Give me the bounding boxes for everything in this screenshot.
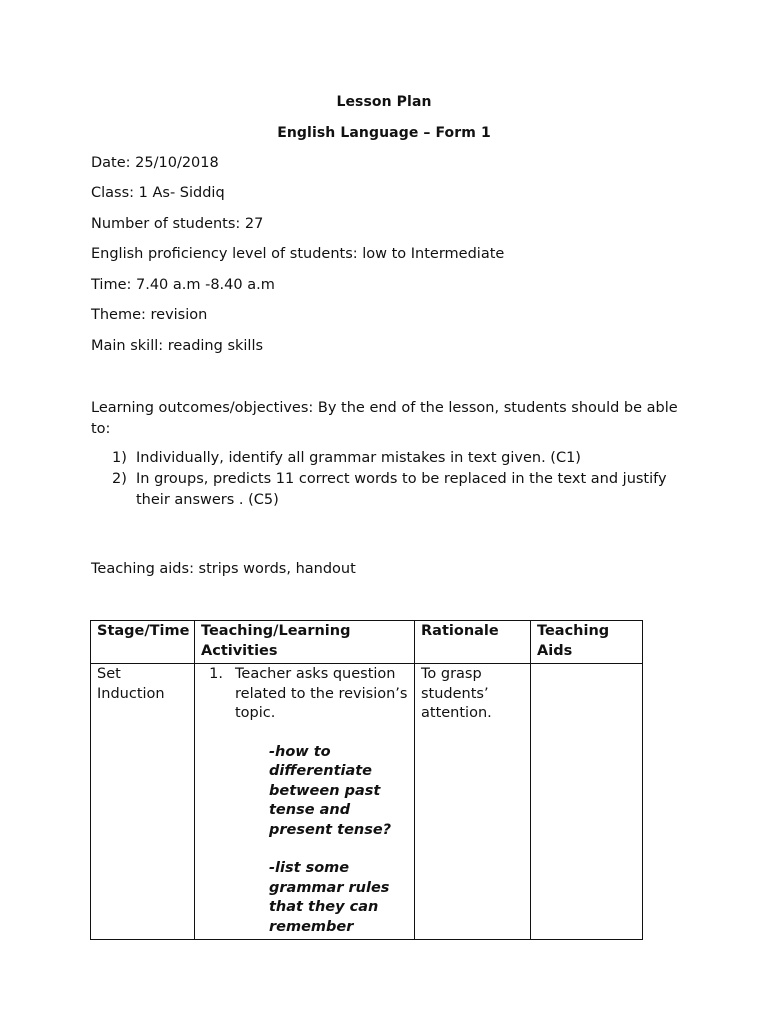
table-row: [91, 664, 643, 940]
students-line: Number of students: 27: [91, 216, 264, 232]
cell-stage: Set Induction: [91, 664, 195, 940]
time-line: Time: 7.40 a.m -8.40 a.m: [91, 277, 275, 293]
cell-activities: [195, 664, 415, 940]
main-skill-line: Main skill: reading skills: [91, 338, 264, 354]
header-stage-time: Stage/Time: [91, 621, 195, 664]
document-title: Lesson Plan: [336, 94, 432, 110]
activity-list: [201, 665, 408, 724]
activity-number: 1.: [209, 666, 223, 682]
objective-text: In groups, predicts 11 correct words to be replaced in the text and justify their answers . (C5): [136, 471, 667, 508]
header-teaching-aids: Teaching Aids: [531, 621, 643, 664]
lesson-plan-table: [90, 620, 643, 940]
document-subtitle: English Language – Form 1: [277, 125, 491, 141]
proficiency-line: English proficiency level of students: low to Intermediate: [91, 246, 505, 262]
theme-line: Theme: revision: [91, 307, 208, 323]
teaching-aids-line: Teaching aids: strips words, handout: [91, 561, 356, 577]
objective-text: Individually, identify all grammar mistakes in text given. (C1): [136, 450, 581, 466]
date-line: Date: 25/10/2018: [91, 155, 219, 171]
objective-item: [112, 448, 672, 469]
activity-item: [201, 665, 408, 724]
activity-text: Teacher asks question related to the revision’s topic.: [235, 666, 408, 721]
objective-number: 1): [112, 450, 127, 466]
class-line: Class: 1 As- Siddiq: [91, 185, 225, 201]
objectives-list: [112, 448, 672, 511]
objectives-intro: Learning outcomes/objectives: By the end of the lesson, students should be able to:: [91, 400, 678, 437]
objective-number: 2): [112, 471, 127, 487]
objective-item: [112, 469, 672, 511]
table-header-row: [91, 621, 643, 664]
header-rationale: Rationale: [415, 621, 531, 664]
question-text: -how to differentiate between past tense and present tense?: [269, 743, 392, 838]
header-activities: Teaching/Learning Activities: [195, 621, 415, 664]
question-text: -list some grammar rules that they can remember: [269, 860, 390, 935]
cell-aids: [531, 664, 643, 940]
cell-rationale: To grasp students’ attention.: [415, 664, 531, 940]
